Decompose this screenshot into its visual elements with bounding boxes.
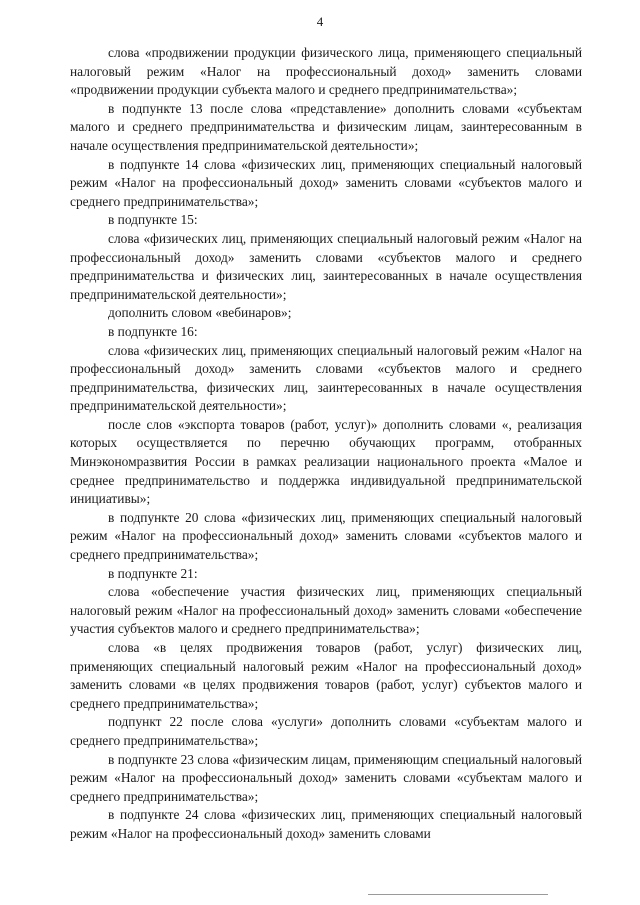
paragraph-6: дополнить словом «вебинаров»; bbox=[108, 305, 292, 321]
paragraph-8: слова «физических лиц, применяющих специальный налоговый режим «Налог на профессиональный доход» заменить словами «субъектов малого и среднего предпринимательства, физических лиц, заинтересованных в начале осуществления предпринимательской деятельности»; bbox=[70, 342, 582, 414]
paragraph-9: после слов «экспорта товаров (работ, услуг)» дополнить словами «, реализация которых осуществляется по перечню обучающих программ, отобранных Минэкономразвития России в рамках реализации национального проекта «Малое и среднее предпринимательство и поддержка индивидуальной предпринимательской инициативы»; bbox=[70, 416, 582, 507]
paragraph-11: в подпункте 21: bbox=[108, 565, 198, 581]
paragraph-3: в подпункте 14 слова «физических лиц, применяющих специальный налоговый режим «Налог на профессиональный доход» заменить словами «субъектов малого и среднего предпринимательства»; bbox=[70, 156, 582, 209]
paragraph-4: в подпункте 15: bbox=[108, 212, 198, 228]
paragraph-13: слова «в целях продвижения товаров (работ, услуг) физических лиц, применяющих специальный налоговый режим «Налог на профессиональный доход» заменить словами «в целях продвижения товаров (работ, услуг) субъектов малого и среднего предпринимательства»; bbox=[70, 640, 582, 711]
paragraph-14: подпункт 22 после слова «услуги» дополнить словами «субъектам малого и среднего предпринимательства»; bbox=[70, 714, 582, 748]
page-number: 4 bbox=[316, 14, 324, 29]
paragraph-10: в подпункте 20 слова «физических лиц, применяющих специальный налоговый режим «Налог на профессиональный доход» заменить словами «субъектов малого и среднего предпринимательства»; bbox=[70, 509, 582, 563]
paragraph-5: слова «физических лиц, применяющих специальный налоговый режим «Налог на профессиональный доход» заменить словами «субъектов малого и среднего предпринимательства и физических лиц, заинтересованных в начале осуществления предпринимательской деятельности»; bbox=[70, 230, 582, 302]
paragraph-2: в подпункте 13 после слова «представление» дополнить словами «субъектам малого и среднего предпринимательства и физическим лицам, заинтересованным в начале осуществления предпринимательской деятельности»; bbox=[70, 100, 582, 153]
paragraph-16: в подпункте 24 слова «физических лиц, применяющих специальный налоговый режим «Налог на профессиональный доход» заменить словами bbox=[70, 807, 582, 841]
paragraph-7: в подпункте 16: bbox=[108, 323, 198, 339]
document-body bbox=[70, 44, 582, 844]
paragraph-1: слова «продвижении продукции физического лица, применяющего специальный налоговый режим «Налог на профессиональный доход» заменить словами «продвижении продукции субъекта малого и среднего предпринимательства»; bbox=[70, 45, 582, 98]
paragraph-15: в подпункте 23 слова «физическим лицам, применяющим специальный налоговый режим «Налог на профессиональный доход» заменить словами «субъектам малого и среднего предпринимательства»; bbox=[70, 751, 582, 804]
paragraph-12: слова «обеспечение участия физических лиц, применяющих специальный налоговый режим «Налог на профессиональный доход» заменить словами «обеспечение участия субъектов малого и среднего предпринимательства»; bbox=[70, 584, 582, 637]
bottom-divider bbox=[368, 894, 548, 895]
